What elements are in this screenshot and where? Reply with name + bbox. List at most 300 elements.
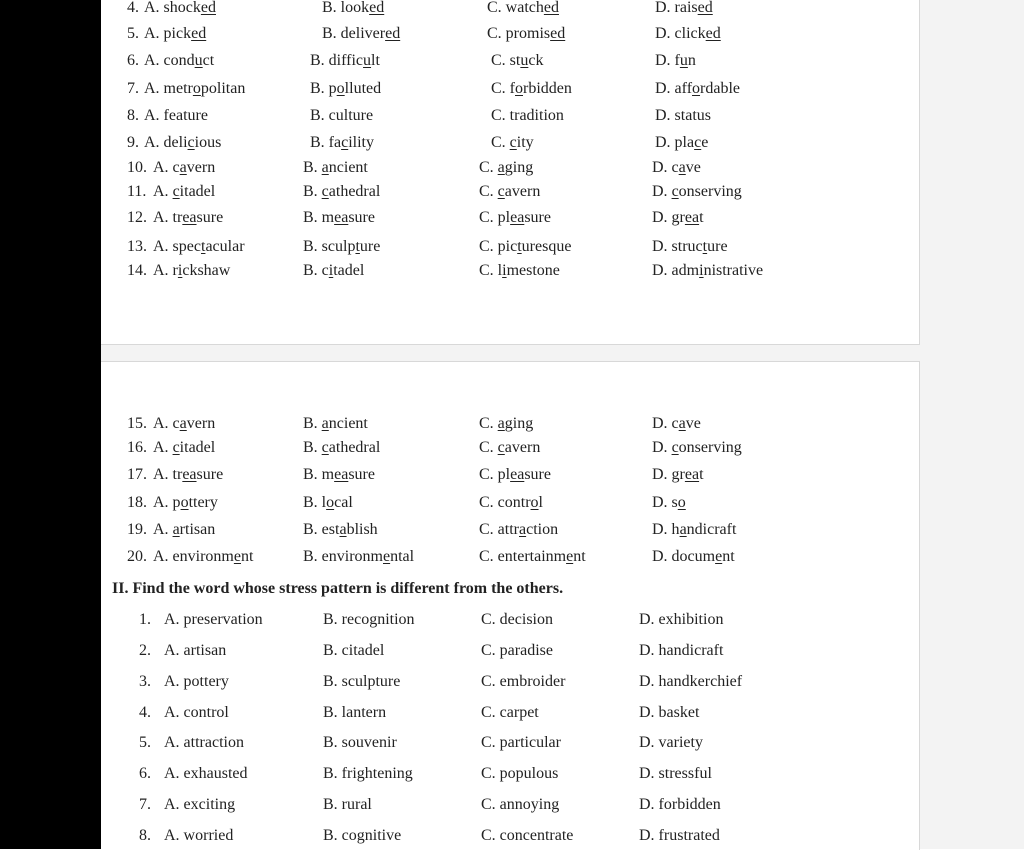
option-text: B. m (303, 466, 335, 483)
option-b (303, 547, 414, 567)
option-text: ndicraft (686, 521, 737, 538)
option-text: A. cond (144, 52, 195, 69)
option-a (144, 51, 214, 71)
option-a (153, 414, 215, 434)
option-text: avern (504, 183, 541, 200)
option-text: ck (528, 52, 544, 69)
underlined-sound: o (677, 494, 686, 511)
underlined-sound: i (177, 262, 183, 279)
option-text: B. fa (310, 134, 342, 151)
option-text: onserving (678, 183, 742, 200)
option-text: C. contr (479, 494, 531, 511)
option-text: D. (652, 439, 672, 456)
option-d (652, 208, 704, 228)
left-dark-margin (0, 0, 101, 849)
option-text: D. aff (655, 80, 693, 97)
option-text: t (699, 466, 704, 483)
question-number: 17. (127, 466, 147, 483)
option-text: ure (707, 238, 728, 255)
option-text: A. c (153, 159, 180, 176)
option-c (479, 465, 551, 485)
option-d (652, 520, 736, 540)
option-text: A. p (153, 494, 181, 511)
option-text: D. c (652, 159, 679, 176)
underlined-sound: a (497, 159, 505, 176)
option-d (652, 182, 742, 202)
underlined-sound: ed (705, 25, 721, 42)
option-a (153, 493, 218, 513)
right-gray-margin (920, 0, 1024, 849)
option-b (303, 520, 378, 540)
question-number: 14. (127, 262, 147, 279)
stress-option-d: D. forbidden (639, 796, 721, 813)
stress-option-a: A. exhausted (164, 765, 248, 782)
option-text: onserving (678, 439, 742, 456)
option-text: C. f (491, 80, 515, 97)
stress-option-b: B. souvenir (323, 734, 397, 751)
option-text: sure (524, 209, 551, 226)
option-text: acular (205, 238, 245, 255)
option-text: D. pla (655, 134, 695, 151)
stress-option-c: C. populous (481, 765, 559, 782)
option-c (479, 520, 558, 540)
option-text: A. tr (153, 209, 183, 226)
option-text: A. feature (144, 107, 208, 124)
underlined-sound: o (692, 80, 701, 97)
option-text: B. (303, 415, 322, 432)
underlined-sound: c (497, 439, 505, 456)
option-text: politan (200, 80, 246, 97)
option-text: B. deliver (322, 25, 386, 42)
option-d (652, 158, 701, 178)
underlined-sound: ea (182, 466, 197, 483)
underlined-sound: ed (550, 25, 566, 42)
option-text: D. status (655, 107, 711, 124)
option-text: e (701, 134, 709, 151)
underlined-sound: e (383, 548, 391, 565)
option-d (652, 465, 704, 485)
option-a (153, 208, 223, 228)
underlined-sound: ea (182, 209, 197, 226)
option-text: C. (479, 183, 498, 200)
question-number: 8. (127, 107, 139, 124)
underlined-sound: i (699, 262, 704, 279)
underlined-sound: a (179, 159, 187, 176)
question-number: 5. (139, 734, 151, 751)
option-text: D. gr (652, 466, 685, 483)
underlined-sound: o (515, 80, 523, 97)
stress-option-d: D. stressful (639, 765, 712, 782)
option-text: A. spec (153, 238, 201, 255)
option-text: cal (334, 494, 353, 511)
stress-option-c: C. particular (481, 734, 561, 751)
option-text: blish (346, 521, 378, 538)
stress-option-d: D. frustrated (639, 827, 720, 844)
option-text: athedral (328, 183, 381, 200)
option-text: rtisan (179, 521, 216, 538)
option-a (144, 133, 221, 153)
stress-option-c: C. paradise (481, 642, 553, 659)
option-b (303, 438, 380, 458)
question-number: 16. (127, 439, 147, 456)
question-number: 7. (127, 80, 139, 97)
option-a (153, 237, 245, 257)
option-text: vern (186, 159, 216, 176)
option-b (303, 493, 353, 513)
option-text: B. look (322, 0, 370, 16)
underlined-sound: a (321, 159, 329, 176)
underlined-sound: t (355, 238, 360, 255)
option-text: D. rais (655, 0, 698, 16)
option-text: ve (685, 415, 701, 432)
option-text: B. c (303, 262, 329, 279)
option-text: B. p (310, 80, 337, 97)
option-d (652, 438, 742, 458)
underlined-sound: u (520, 52, 529, 69)
option-text: ntal (390, 548, 415, 565)
option-b (310, 133, 374, 153)
option-text: D. h (652, 521, 680, 538)
question-number: 7. (139, 796, 151, 813)
question-number: 20. (127, 548, 147, 565)
stress-option-c: C. concentrate (481, 827, 574, 844)
underlined-sound: a (678, 415, 686, 432)
option-text: D. click (655, 25, 706, 42)
stress-option-c: C. decision (481, 611, 553, 628)
option-text: uresque (521, 238, 572, 255)
option-a (153, 465, 223, 485)
option-text: A. (153, 439, 173, 456)
option-text: B. (303, 183, 322, 200)
option-text: nt (722, 548, 735, 565)
option-text: sure (196, 209, 224, 226)
option-c (479, 547, 586, 567)
option-text: t (699, 209, 704, 226)
option-text: vern (186, 415, 216, 432)
underlined-sound: ed (543, 0, 559, 16)
underlined-sound: e (566, 548, 574, 565)
question-number: 10. (127, 159, 147, 176)
underlined-sound: ea (510, 466, 525, 483)
underlined-sound: c (671, 439, 679, 456)
stress-option-b: B. sculpture (323, 673, 401, 690)
stress-option-b: B. recognition (323, 611, 415, 628)
stress-option-a: A. control (164, 704, 229, 721)
stress-option-d: D. handkerchief (639, 673, 743, 690)
option-text: C. attr (479, 521, 519, 538)
option-text: nt (573, 548, 586, 565)
stress-option-c: C. annoying (481, 796, 560, 813)
option-text: C. watch (487, 0, 544, 16)
question-number: 1. (139, 611, 151, 628)
option-b (303, 208, 375, 228)
option-text: C. entertainm (479, 548, 567, 565)
underlined-sound: a (339, 521, 347, 538)
underlined-sound: t (517, 238, 522, 255)
underlined-sound: o (530, 494, 539, 511)
question-number: 18. (127, 494, 147, 511)
option-d (652, 414, 701, 434)
option-text: lt (371, 52, 380, 69)
option-text: itadel (179, 183, 216, 200)
option-text: A. c (153, 415, 180, 432)
underlined-sound: ea (684, 466, 700, 483)
option-a (144, 106, 208, 126)
option-text: D. f (655, 52, 680, 69)
option-text: ncient (328, 159, 368, 176)
underlined-sound: u (679, 52, 688, 69)
option-a (144, 79, 245, 99)
question-number: 2. (139, 642, 151, 659)
option-text: tadel (333, 262, 365, 279)
option-text: ility (348, 134, 374, 151)
option-text: D. (652, 183, 672, 200)
option-text: B. (303, 159, 322, 176)
stress-option-c: C. embroider (481, 673, 566, 690)
option-text: A. pick (144, 25, 192, 42)
option-text: A. r (153, 262, 178, 279)
option-text: n (687, 52, 696, 69)
question-number: 15. (127, 415, 147, 432)
option-b (310, 51, 380, 71)
option-text: A. shock (144, 0, 201, 16)
stress-option-b: B. citadel (323, 642, 385, 659)
option-c (487, 24, 565, 44)
option-text: ging (504, 159, 534, 176)
question-number: 8. (139, 827, 151, 844)
stress-option-a: A. attraction (164, 734, 244, 751)
option-text: B. m (303, 209, 335, 226)
option-a (153, 547, 253, 567)
option-a (153, 158, 215, 178)
underlined-sound: c (509, 134, 517, 151)
option-text: C. pl (479, 209, 511, 226)
option-c (479, 493, 543, 513)
underlined-sound: a (519, 521, 527, 538)
underlined-sound: o (326, 494, 335, 511)
underlined-sound: c (172, 183, 180, 200)
stress-option-b: B. lantern (323, 704, 387, 721)
option-b (303, 465, 375, 485)
question-number: 13. (127, 238, 147, 255)
stress-option-d: D. variety (639, 734, 703, 751)
option-text: B. sculp (303, 238, 356, 255)
option-text: D. struc (652, 238, 703, 255)
underlined-sound: ea (334, 209, 349, 226)
underlined-sound: ed (697, 0, 713, 16)
underlined-sound: o (336, 80, 345, 97)
option-b (303, 261, 364, 281)
question-number: 4. (139, 704, 151, 721)
option-text: C. tradition (491, 107, 564, 124)
option-text: ve (685, 159, 701, 176)
underlined-sound: c (341, 134, 349, 151)
option-d (652, 493, 686, 513)
option-a (144, 24, 206, 44)
option-d (652, 547, 735, 567)
option-text: A. tr (153, 466, 183, 483)
option-text: A. metr (144, 80, 193, 97)
question-number: 3. (139, 673, 151, 690)
option-text: D. c (652, 415, 679, 432)
option-text: avern (504, 439, 541, 456)
underlined-sound: c (497, 183, 505, 200)
option-text: C. l (479, 262, 503, 279)
underlined-sound: ed (385, 25, 401, 42)
option-text: A. environm (153, 548, 234, 565)
option-a (153, 182, 215, 202)
underlined-sound: i (328, 262, 334, 279)
option-text: C. promis (487, 25, 551, 42)
option-text: ious (194, 134, 222, 151)
option-text: C. (479, 159, 498, 176)
option-text: A. deli (144, 134, 188, 151)
option-text: rbidden (523, 80, 572, 97)
option-a (153, 261, 230, 281)
option-text: mestone (506, 262, 560, 279)
question-number: 5. (127, 25, 139, 42)
underlined-sound: u (363, 52, 372, 69)
option-c (491, 79, 572, 99)
option-d (652, 261, 763, 281)
option-text: sure (348, 466, 375, 483)
underlined-sound: a (679, 521, 687, 538)
underlined-sound: c (671, 183, 679, 200)
option-c (491, 51, 543, 71)
option-text: D. adm (652, 262, 700, 279)
question-number: 12. (127, 209, 147, 226)
section-two-heading: II. Find the word whose stress pattern is different from the others. (112, 580, 564, 597)
option-text: athedral (328, 439, 381, 456)
underlined-sound: i (502, 262, 507, 279)
underlined-sound: c (694, 134, 702, 151)
option-d (655, 0, 713, 18)
stress-option-c: C. carpet (481, 704, 539, 721)
underlined-sound: a (497, 415, 505, 432)
underlined-sound: a (678, 159, 686, 176)
option-text: D. s (652, 494, 678, 511)
option-text: ity (516, 134, 534, 151)
option-text: C. (479, 415, 498, 432)
option-b (303, 414, 368, 434)
option-b (310, 79, 381, 99)
option-text: C. pic (479, 238, 518, 255)
underlined-sound: a (179, 415, 187, 432)
option-text: ct (202, 52, 215, 69)
underlined-sound: ea (684, 209, 700, 226)
option-text: B. culture (310, 107, 374, 124)
option-d (655, 51, 696, 71)
underlined-sound: ea (334, 466, 349, 483)
option-text: sure (524, 466, 551, 483)
underlined-sound: ed (191, 25, 207, 42)
underlined-sound: c (172, 439, 180, 456)
option-c (491, 133, 534, 153)
option-a (153, 520, 215, 540)
option-text: nt (240, 548, 254, 565)
option-b (303, 182, 380, 202)
underlined-sound: c (321, 439, 329, 456)
option-text: nistrative (703, 262, 764, 279)
question-number: 4. (127, 0, 139, 16)
stress-option-b: B. cognitive (323, 827, 402, 844)
underlined-sound: t (702, 238, 708, 255)
option-b (322, 24, 400, 44)
option-b (322, 0, 384, 18)
option-c (487, 0, 559, 18)
option-b (303, 237, 380, 257)
option-text: C. (479, 439, 498, 456)
underlined-sound: a (172, 521, 180, 538)
option-text: lluted (344, 80, 382, 97)
question-number: 19. (127, 521, 147, 538)
question-number: 9. (127, 134, 139, 151)
option-text: C. pl (479, 466, 511, 483)
stress-option-b: B. frightening (323, 765, 413, 782)
underlined-sound: c (321, 183, 329, 200)
option-text: l (538, 494, 543, 511)
option-text: C. st (491, 52, 521, 69)
stress-option-a: A. pottery (164, 673, 229, 690)
underlined-sound: e (233, 548, 241, 565)
stress-option-d: D. basket (639, 704, 700, 721)
option-text: B. est (303, 521, 340, 538)
page-gap (101, 345, 920, 361)
option-d (652, 237, 728, 257)
underlined-sound: o (192, 80, 201, 97)
option-d (655, 24, 721, 44)
option-b (310, 106, 373, 126)
option-a (144, 0, 216, 18)
underlined-sound: u (194, 52, 203, 69)
underlined-sound: c (187, 134, 195, 151)
underlined-sound: ea (510, 209, 525, 226)
option-c (479, 237, 571, 257)
option-c (479, 158, 533, 178)
option-c (479, 414, 533, 434)
option-text: ckshaw (182, 262, 231, 279)
option-text: ure (359, 238, 381, 255)
option-c (479, 438, 540, 458)
underlined-sound: a (321, 415, 329, 432)
stress-option-a: A. worried (164, 827, 234, 844)
stress-option-d: D. handicraft (639, 642, 724, 659)
option-text: B. (303, 439, 322, 456)
option-c (479, 261, 560, 281)
option-a (153, 438, 215, 458)
underlined-sound: ed (200, 0, 216, 16)
option-text: B. diffic (310, 52, 364, 69)
question-number: 6. (139, 765, 151, 782)
underlined-sound: o (180, 494, 189, 511)
stress-option-a: A. preservation (164, 611, 263, 628)
option-text: sure (348, 209, 375, 226)
underlined-sound: ed (369, 0, 385, 16)
option-d (655, 133, 708, 153)
option-c (491, 106, 564, 126)
stress-option-a: A. exciting (164, 796, 236, 813)
option-text: D. gr (652, 209, 685, 226)
option-text: ging (504, 415, 534, 432)
option-text: ncient (328, 415, 368, 432)
stress-option-d: D. exhibition (639, 611, 724, 628)
question-number: 11. (127, 183, 147, 200)
option-text: ction (526, 521, 559, 538)
option-d (655, 79, 740, 99)
option-text: B. l (303, 494, 327, 511)
option-text: C. (491, 134, 510, 151)
option-text: D. docum (652, 548, 716, 565)
